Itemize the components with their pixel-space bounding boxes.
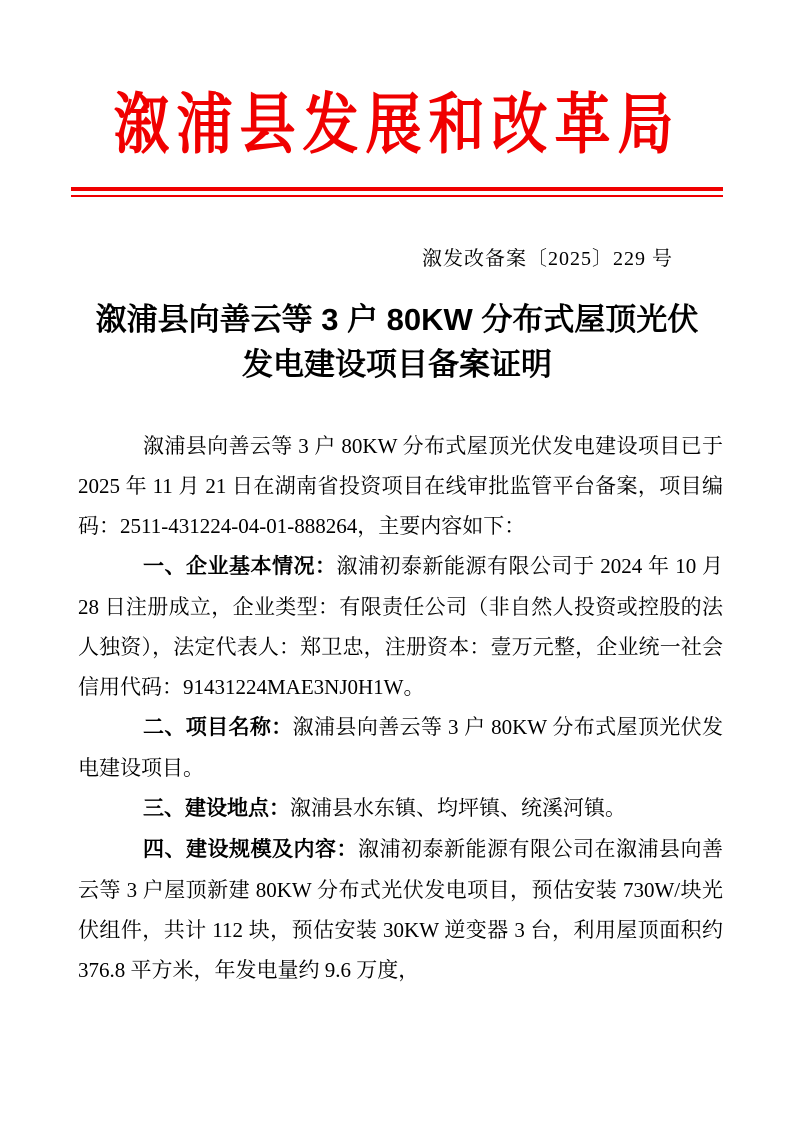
paragraph-intro-text: 溆浦县向善云等 3 户 80KW 分布式屋顶光伏发电建设项目已于 2025 年 11 月 21 日在湖南省投资项目在线审批监管平台备案，项目编码：2511-431224-04-01-888264，主要内容如下：	[78, 434, 723, 538]
section-4-text: 溆浦初泰新能源有限公司在溆浦县向善云等 3 户屋顶新建 80KW 分布式光伏发电项目，预估安装 730W/块光伏组件，共计 112 块，预估安装 30KW 逆变器 3 台，利用屋顶面积约 376.8 平方米，年发电量约 9.6 万度，	[78, 837, 723, 982]
paragraph-section-4-scale-content	[78, 829, 723, 990]
letterhead-divider	[71, 187, 723, 197]
paragraph-intro	[78, 426, 723, 546]
section-2-label: 二、项目名称：	[143, 716, 293, 739]
section-3-text: 溆浦县水东镇、均坪镇、统溪河镇。	[290, 796, 626, 820]
document-title-line-1: 溆浦县向善云等 3 户 80KW 分布式屋顶光伏	[95, 302, 699, 337]
agency-name: 溆浦县发展和改革局	[113, 89, 681, 163]
reference-number: 溆发改备案〔2025〕229 号	[422, 248, 673, 270]
document-title	[0, 297, 794, 387]
section-2-text: 溆浦县向善云等 3 户 80KW 分布式屋顶光伏发电建设项目。	[78, 715, 724, 780]
paragraph-section-3-location	[78, 788, 723, 829]
document-title-line-2: 发电建设项目备案证明	[242, 347, 552, 382]
section-1-label: 一、企业基本情况：	[143, 555, 337, 578]
section-4-label: 四、建设规模及内容：	[143, 838, 358, 861]
section-1-text: 溆浦初泰新能源有限公司于 2024 年 10 月 28 日注册成立，企业类型：有限责任公司（非自然人投资或控股的法人独资），法定代表人：郑卫忠，注册资本：壹万元整，企业统一社会信用代码：91431224MAE3NJ0H1W。	[78, 554, 723, 699]
paragraph-section-1-company-info	[78, 546, 723, 707]
section-3-label: 三、建设地点：	[143, 797, 290, 820]
document-body	[78, 426, 723, 990]
paragraph-section-2-project-name	[78, 707, 723, 788]
agency-letterhead	[0, 78, 794, 188]
